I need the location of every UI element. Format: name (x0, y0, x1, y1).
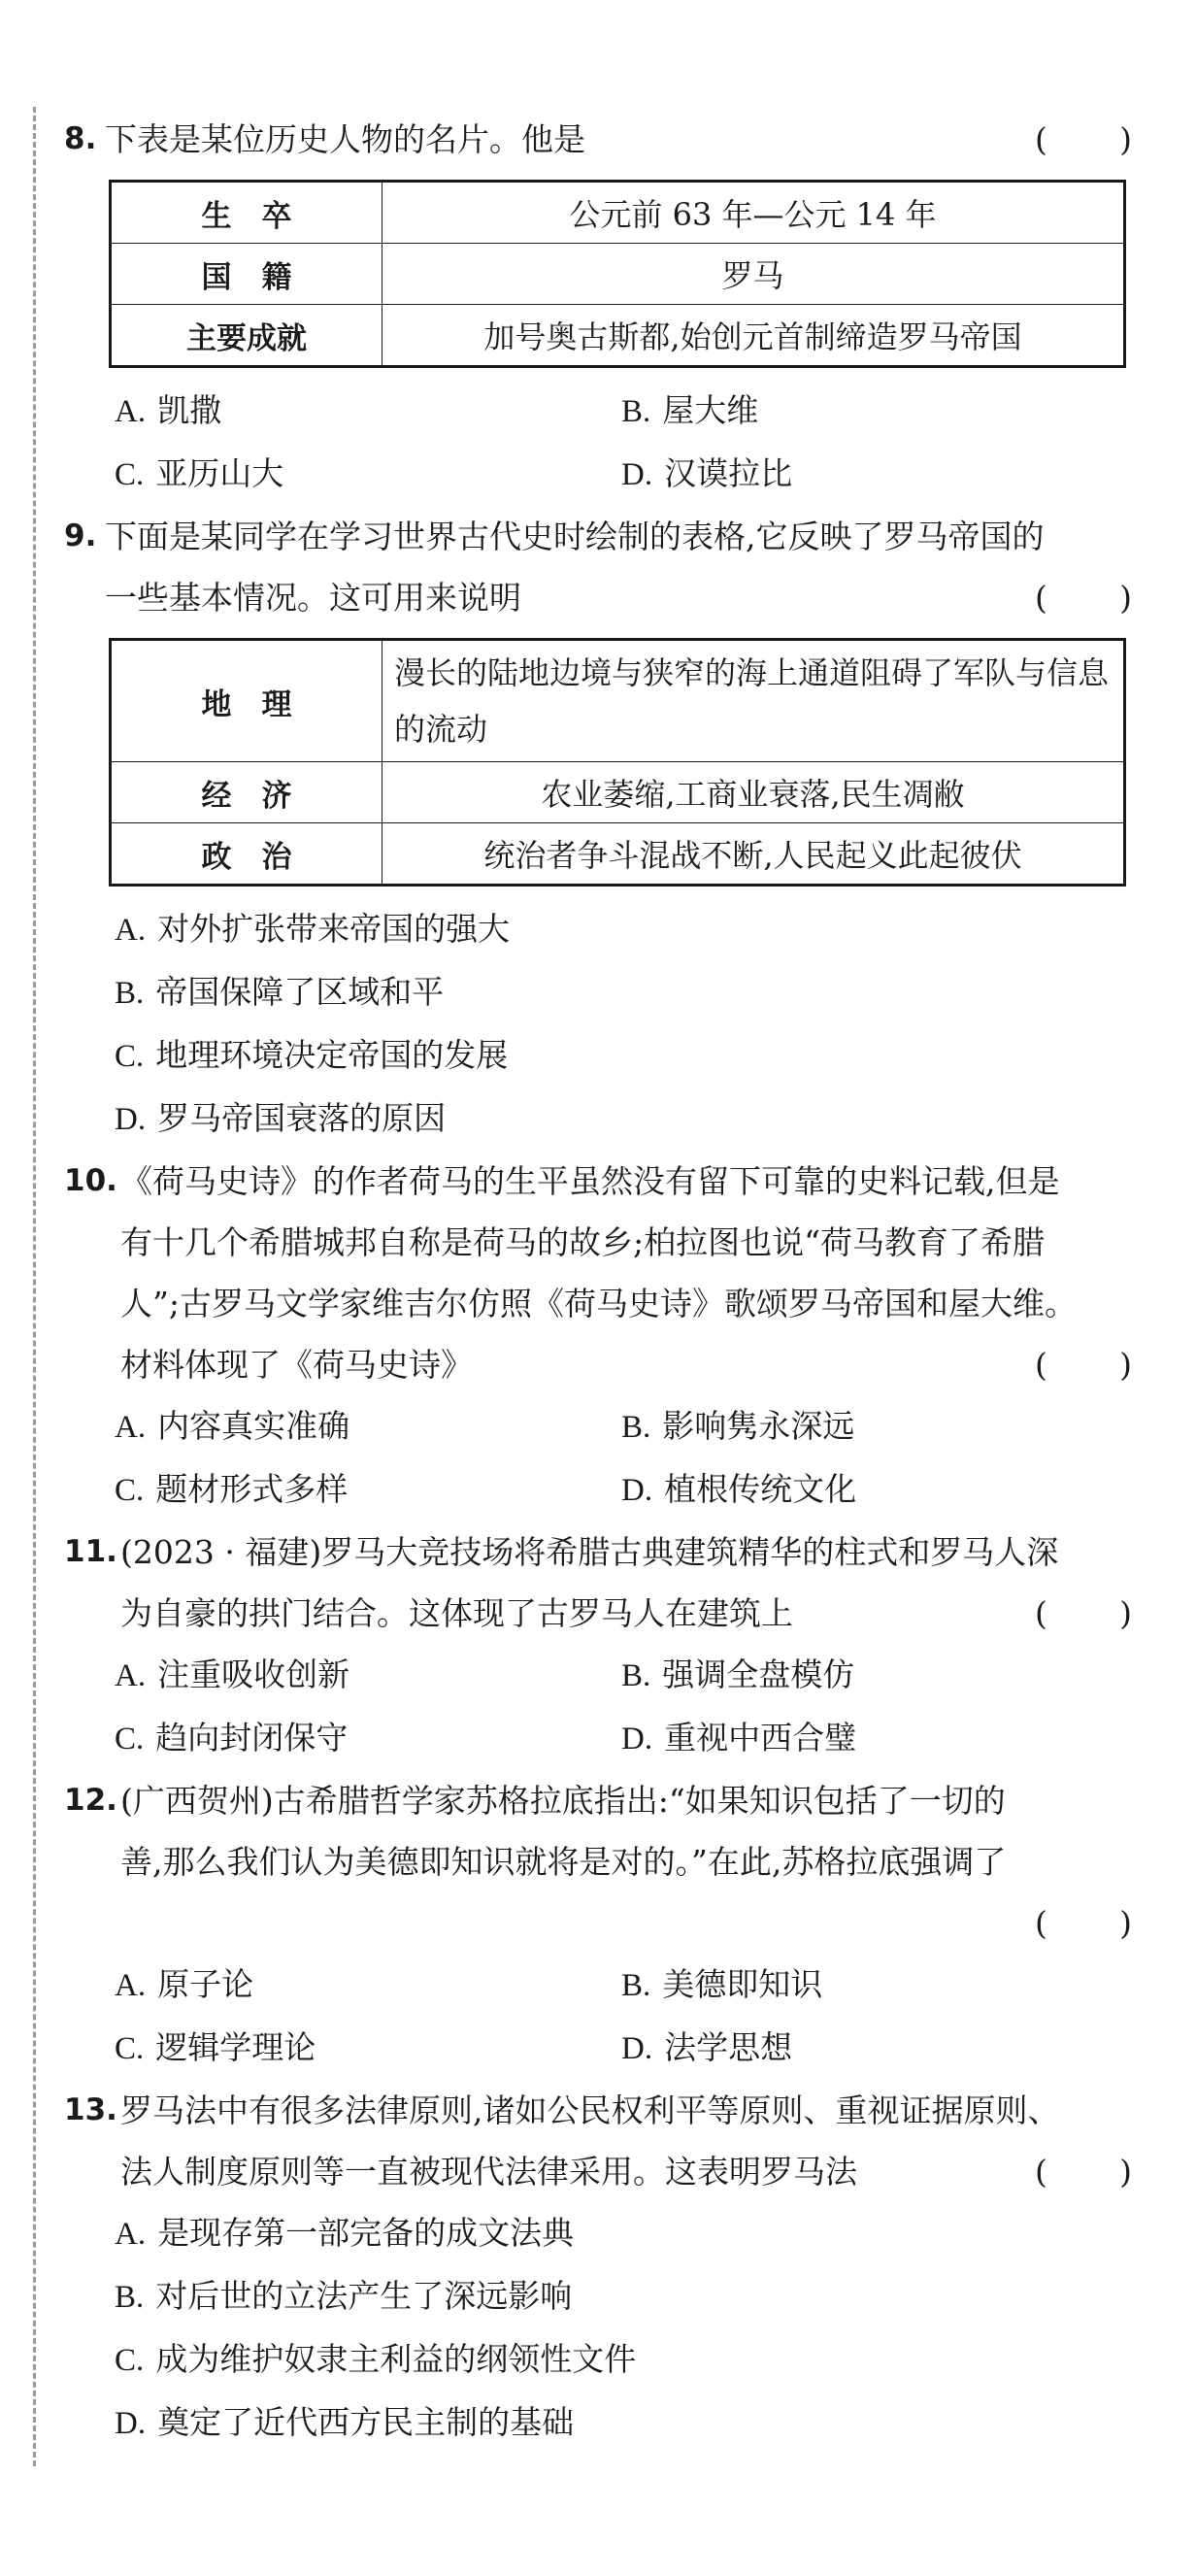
option-c[interactable]: C. 亚历山大 (115, 454, 284, 492)
options-list (64, 898, 1132, 1151)
option-a[interactable]: A. 原子论 (115, 1965, 254, 2003)
table-row (111, 640, 1125, 762)
answer-blank[interactable]: ( ) (1035, 579, 1132, 617)
option-a[interactable]: A. 内容真实准确 (115, 1407, 350, 1445)
question-text-line: 有十几个希腊城邦自称是荷马的故乡;柏拉图也说“荷马教育了希腊 (120, 1223, 1045, 1261)
question-text-line: 下面是某同学在学习世界古代史时绘制的表格,它反映了罗马帝国的 (105, 518, 1045, 555)
question-page (64, 109, 1132, 2455)
table-row (111, 305, 1125, 367)
option-d[interactable]: D. 植根传统文化 (621, 1470, 857, 1508)
option-d[interactable]: D. 汉谟拉比 (621, 454, 793, 492)
question-13 (64, 2080, 1132, 2202)
row-header: 生 卒 (111, 182, 382, 244)
question-text-line: 为自豪的拱门结合。这体现了古罗马人在建筑上 (120, 1594, 793, 1632)
options-list (64, 1954, 1132, 2080)
row-value: 农业萎缩,工商业衰落,民生凋敝 (382, 762, 1125, 823)
question-text-line: 法人制度原则等一直被现代法律采用。这表明罗马法 (120, 2153, 857, 2191)
row-header: 主要成就 (111, 305, 382, 367)
rome-situation-table (109, 638, 1126, 887)
option-b[interactable]: B. 帝国保障了区域和平 (115, 973, 445, 1011)
options-list (64, 1644, 1132, 1770)
option-b[interactable]: B. 强调全盘模仿 (621, 1656, 855, 1693)
table-row (111, 762, 1125, 823)
question-text-line: (2023 · 福建)罗马大竞技场将希腊古典建筑精华的柱式和罗马人深 (120, 1533, 1059, 1571)
option-d[interactable]: D. 罗马帝国衰落的原因 (115, 1099, 447, 1137)
question-text-line: 材料体现了《荷马史诗》 (120, 1346, 473, 1384)
question-text-line: 人”;古罗马文学家维吉尔仿照《荷马史诗》歌颂罗马帝国和屋大维。 (120, 1285, 1077, 1322)
question-number: 12. (64, 1783, 117, 1818)
table-row (111, 182, 1125, 244)
option-a[interactable]: A. 对外扩张带来帝国的强大 (115, 910, 511, 948)
row-header: 地 理 (111, 640, 382, 762)
answer-blank[interactable]: ( ) (1035, 1904, 1132, 1942)
option-b[interactable]: B. 影响隽永深远 (621, 1407, 855, 1445)
margin-dashed-rule (33, 107, 36, 2466)
option-d[interactable]: D. 奠定了近代西方民主制的基础 (115, 2403, 575, 2441)
question-number: 10. (64, 1163, 117, 1198)
question-number: 13. (64, 2092, 117, 2127)
question-text-line: 《荷马史诗》的作者荷马的生平虽然没有留下可靠的史料记载,但是 (120, 1162, 1060, 1200)
answer-blank[interactable]: ( ) (1035, 120, 1132, 158)
row-header: 国 籍 (111, 244, 382, 305)
option-b[interactable]: B. 屋大维 (621, 391, 759, 429)
question-8 (64, 109, 1132, 170)
question-text-line: (广西贺州)古希腊哲学家苏格拉底指出:“如果知识包括了一切的 (120, 1782, 1006, 1820)
option-d[interactable]: D. 重视中西合璧 (621, 1719, 857, 1756)
option-a[interactable]: A. 凯撒 (115, 391, 222, 429)
question-text: 下表是某位历史人物的名片。他是 (105, 120, 585, 158)
question-text-line: 一些基本情况。这可用来说明 (105, 579, 521, 617)
options-list (64, 1395, 1132, 1522)
option-c[interactable]: C. 题材形式多样 (115, 1470, 349, 1508)
question-text-line: 善,那么我们认为美德即知识就将是对的。”在此,苏格拉底强调了 (120, 1843, 1007, 1881)
option-c[interactable]: C. 成为维护奴隶主利益的纲领性文件 (115, 2340, 637, 2378)
table-row (111, 244, 1125, 305)
option-c[interactable]: C. 趋向封闭保守 (115, 1719, 349, 1756)
question-10 (64, 1151, 1132, 1395)
question-12 (64, 1770, 1132, 1954)
options-list (64, 2202, 1132, 2455)
answer-blank[interactable]: ( ) (1035, 2153, 1132, 2191)
row-value: 罗马 (382, 244, 1125, 305)
row-value: 统治者争斗混战不断,人民起义此起彼伏 (382, 823, 1125, 886)
row-value: 加号奥古斯都,始创元首制缔造罗马帝国 (382, 305, 1125, 367)
question-text-line: 罗马法中有很多法律原则,诸如公民权利平等原则、重视证据原则、 (120, 2091, 1060, 2129)
row-header: 政 治 (111, 823, 382, 886)
row-header: 经 济 (111, 762, 382, 823)
options-list (64, 380, 1132, 506)
row-value: 漫长的陆地边境与狭窄的海上通道阻碍了军队与信息的流动 (382, 640, 1125, 762)
option-c[interactable]: C. 地理环境决定帝国的发展 (115, 1036, 509, 1074)
answer-blank[interactable]: ( ) (1035, 1346, 1132, 1384)
question-number: 9. (64, 519, 97, 553)
option-a[interactable]: A. 是现存第一部完备的成文法典 (115, 2214, 575, 2252)
question-number: 11. (64, 1534, 117, 1569)
row-value: 公元前 63 年—公元 14 年 (382, 182, 1125, 244)
option-d[interactable]: D. 法学思想 (621, 2028, 793, 2066)
answer-blank[interactable]: ( ) (1035, 1594, 1132, 1632)
table-row (111, 823, 1125, 886)
business-card-table (109, 180, 1126, 368)
option-b[interactable]: B. 美德即知识 (621, 1965, 823, 2003)
option-a[interactable]: A. 注重吸收创新 (115, 1656, 350, 1693)
option-b[interactable]: B. 对后世的立法产生了深远影响 (115, 2277, 573, 2315)
question-number: 8. (64, 121, 97, 156)
question-9 (64, 506, 1132, 628)
question-11 (64, 1522, 1132, 1644)
option-c[interactable]: C. 逻辑学理论 (115, 2028, 316, 2066)
